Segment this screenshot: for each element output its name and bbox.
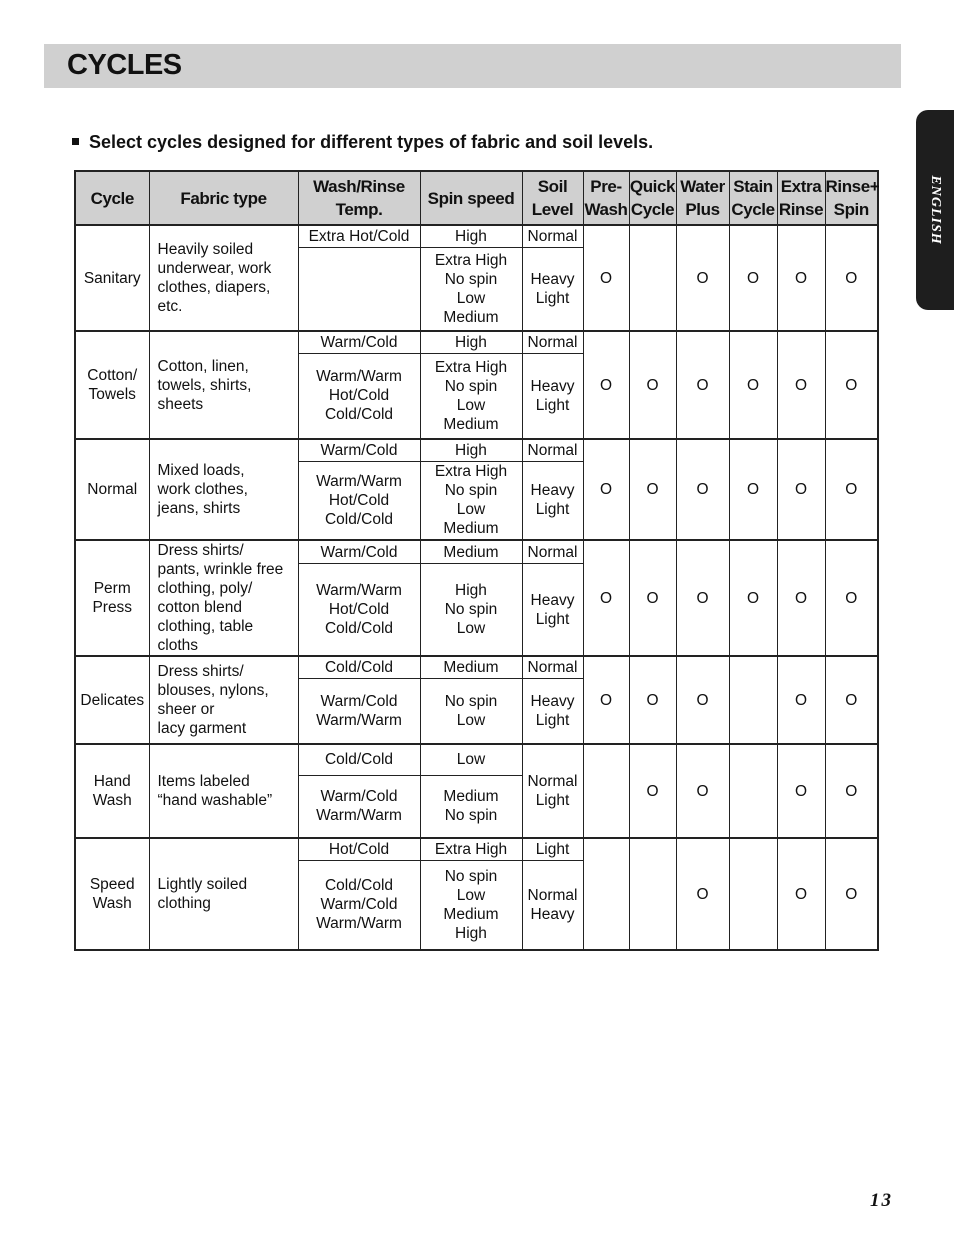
option-cell-extra-rinse: O bbox=[777, 225, 825, 331]
soil-level-cell: Normal bbox=[522, 439, 583, 461]
soil-level-cell: Heavy Light bbox=[522, 564, 583, 656]
option-cell-quick-cycle: O bbox=[629, 744, 676, 838]
soil-level-cell: Normal Heavy bbox=[522, 860, 583, 950]
bullet-icon bbox=[72, 138, 79, 145]
option-cell-rinse-spin: O bbox=[825, 540, 878, 656]
spin-speed-cell: High bbox=[420, 331, 522, 353]
cycles-table bbox=[74, 170, 879, 951]
option-cell-stain-cycle: O bbox=[729, 540, 777, 656]
section-title: CYCLES bbox=[67, 49, 182, 81]
option-cell-stain-cycle: O bbox=[729, 225, 777, 331]
option-cell-extra-rinse: O bbox=[777, 439, 825, 540]
option-cell-pre-wash: O bbox=[583, 540, 629, 656]
soil-level-cell: Normal Light bbox=[522, 744, 583, 838]
spin-speed-cell: No spin Low Medium High bbox=[420, 860, 522, 950]
option-cell-pre-wash: O bbox=[583, 656, 629, 744]
table-row bbox=[75, 744, 878, 775]
header-pre-wash: Pre- Wash bbox=[583, 171, 629, 225]
spin-speed-cell: Extra High No spin Low Medium bbox=[420, 353, 522, 439]
fabric-type-cell: Dress shirts/ pants, wrinkle free clothing, poly/ cotton blend clothing, table cloths bbox=[149, 540, 298, 656]
spin-speed-cell: Extra High bbox=[420, 838, 522, 860]
section-title-bar bbox=[44, 44, 901, 88]
spin-speed-cell: Medium bbox=[420, 656, 522, 678]
table-row bbox=[75, 439, 878, 461]
temp-cell: Warm/Cold Warm/Warm bbox=[298, 775, 420, 838]
soil-level-cell: Normal bbox=[522, 331, 583, 353]
fabric-type-cell: Heavily soiled underwear, work clothes, diapers, etc. bbox=[149, 225, 298, 331]
option-cell-water-plus: O bbox=[676, 744, 729, 838]
cycle-name-cell: Normal bbox=[75, 439, 149, 540]
cycle-name-cell: Cotton/ Towels bbox=[75, 331, 149, 439]
temp-cell: Cold/Cold bbox=[298, 744, 420, 775]
soil-level-cell: Normal bbox=[522, 540, 583, 564]
temp-cell: Warm/Cold Warm/Warm bbox=[298, 678, 420, 744]
temp-cell: Warm/Cold bbox=[298, 331, 420, 353]
spin-speed-cell: High bbox=[420, 225, 522, 247]
option-cell-water-plus: O bbox=[676, 225, 729, 331]
option-cell-rinse-spin: O bbox=[825, 744, 878, 838]
temp-cell: Extra Hot/Cold bbox=[298, 225, 420, 247]
option-cell-stain-cycle bbox=[729, 744, 777, 838]
option-cell-pre-wash: O bbox=[583, 225, 629, 331]
spin-speed-cell: Medium bbox=[420, 540, 522, 564]
spin-speed-cell: No spin Low bbox=[420, 678, 522, 744]
table-row bbox=[75, 838, 878, 860]
option-cell-extra-rinse: O bbox=[777, 331, 825, 439]
option-cell-water-plus: O bbox=[676, 439, 729, 540]
spin-speed-cell: Extra High No spin Low Medium bbox=[420, 461, 522, 540]
header-soil-level: Soil Level bbox=[522, 171, 583, 225]
option-cell-pre-wash: O bbox=[583, 331, 629, 439]
option-cell-pre-wash bbox=[583, 744, 629, 838]
table-row bbox=[75, 656, 878, 678]
option-cell-quick-cycle: O bbox=[629, 439, 676, 540]
option-cell-quick-cycle: O bbox=[629, 331, 676, 439]
spin-speed-cell: Low bbox=[420, 744, 522, 775]
option-cell-water-plus: O bbox=[676, 540, 729, 656]
table-row bbox=[75, 540, 878, 564]
spin-speed-cell: High bbox=[420, 439, 522, 461]
option-cell-quick-cycle bbox=[629, 838, 676, 950]
temp-cell: Warm/Warm Hot/Cold Cold/Cold bbox=[298, 564, 420, 656]
option-cell-rinse-spin: O bbox=[825, 439, 878, 540]
option-cell-water-plus: O bbox=[676, 331, 729, 439]
option-cell-stain-cycle: O bbox=[729, 439, 777, 540]
cycle-name-cell: Sanitary bbox=[75, 225, 149, 331]
temp-cell: Warm/Warm Hot/Cold Cold/Cold bbox=[298, 461, 420, 540]
language-tab bbox=[916, 110, 954, 310]
table-header-row bbox=[75, 171, 878, 225]
fabric-type-cell: Dress shirts/ blouses, nylons, sheer or lacy garment bbox=[149, 656, 298, 744]
soil-level-cell: Heavy Light bbox=[522, 678, 583, 744]
option-cell-quick-cycle: O bbox=[629, 656, 676, 744]
spin-speed-cell: Medium No spin bbox=[420, 775, 522, 838]
temp-cell: Warm/Cold bbox=[298, 439, 420, 461]
cycle-name-cell: Perm Press bbox=[75, 540, 149, 656]
header-spin-speed: Spin speed bbox=[420, 171, 522, 225]
header-rinse-spin: Rinse+ Spin bbox=[825, 171, 878, 225]
table-row bbox=[75, 225, 878, 247]
fabric-type-cell: Cotton, linen, towels, shirts, sheets bbox=[149, 331, 298, 439]
option-cell-quick-cycle bbox=[629, 225, 676, 331]
option-cell-rinse-spin: O bbox=[825, 331, 878, 439]
header-water-plus: Water Plus bbox=[676, 171, 729, 225]
fabric-type-cell: Items labeled “hand washable” bbox=[149, 744, 298, 838]
option-cell-extra-rinse: O bbox=[777, 540, 825, 656]
language-tab-label: ENGLISH bbox=[928, 175, 943, 245]
cycle-name-cell: Delicates bbox=[75, 656, 149, 744]
option-cell-rinse-spin: O bbox=[825, 656, 878, 744]
fabric-type-cell: Lightly soiled clothing bbox=[149, 838, 298, 950]
header-extra-rinse: Extra Rinse bbox=[777, 171, 825, 225]
temp-cell bbox=[298, 247, 420, 331]
option-cell-quick-cycle: O bbox=[629, 540, 676, 656]
option-cell-pre-wash: O bbox=[583, 439, 629, 540]
option-cell-extra-rinse: O bbox=[777, 744, 825, 838]
intro-sentence: Select cycles designed for different types of fabric and soil levels. bbox=[89, 132, 654, 152]
temp-cell: Warm/Warm Hot/Cold Cold/Cold bbox=[298, 353, 420, 439]
page-number: 13 bbox=[870, 1190, 893, 1211]
option-cell-water-plus: O bbox=[676, 838, 729, 950]
fabric-type-cell: Mixed loads, work clothes, jeans, shirts bbox=[149, 439, 298, 540]
soil-level-cell: Normal bbox=[522, 656, 583, 678]
soil-level-cell: Light bbox=[522, 838, 583, 860]
option-cell-extra-rinse: O bbox=[777, 838, 825, 950]
table-row bbox=[75, 331, 878, 353]
option-cell-rinse-spin: O bbox=[825, 225, 878, 331]
cycle-name-cell: Hand Wash bbox=[75, 744, 149, 838]
header-cycle: Cycle bbox=[75, 171, 149, 225]
option-cell-extra-rinse: O bbox=[777, 656, 825, 744]
temp-cell: Warm/Cold bbox=[298, 540, 420, 564]
soil-level-cell: Heavy Light bbox=[522, 353, 583, 439]
temp-cell: Cold/Cold Warm/Cold Warm/Warm bbox=[298, 860, 420, 950]
option-cell-water-plus: O bbox=[676, 656, 729, 744]
table-body bbox=[75, 225, 878, 950]
option-cell-stain-cycle bbox=[729, 838, 777, 950]
header-fabric-type: Fabric type bbox=[149, 171, 298, 225]
option-cell-stain-cycle: O bbox=[729, 331, 777, 439]
temp-cell: Cold/Cold bbox=[298, 656, 420, 678]
cycle-name-cell: Speed Wash bbox=[75, 838, 149, 950]
soil-level-cell: Heavy Light bbox=[522, 461, 583, 540]
option-cell-pre-wash bbox=[583, 838, 629, 950]
option-cell-stain-cycle bbox=[729, 656, 777, 744]
intro-text bbox=[72, 132, 653, 153]
spin-speed-cell: High No spin Low bbox=[420, 564, 522, 656]
spin-speed-cell: Extra High No spin Low Medium bbox=[420, 247, 522, 331]
soil-level-cell: Normal bbox=[522, 225, 583, 247]
option-cell-rinse-spin: O bbox=[825, 838, 878, 950]
soil-level-cell: Heavy Light bbox=[522, 247, 583, 331]
header-quick-cycle: Quick Cycle bbox=[629, 171, 676, 225]
header-stain-cycle: Stain Cycle bbox=[729, 171, 777, 225]
header-temp: Wash/Rinse Temp. bbox=[298, 171, 420, 225]
temp-cell: Hot/Cold bbox=[298, 838, 420, 860]
